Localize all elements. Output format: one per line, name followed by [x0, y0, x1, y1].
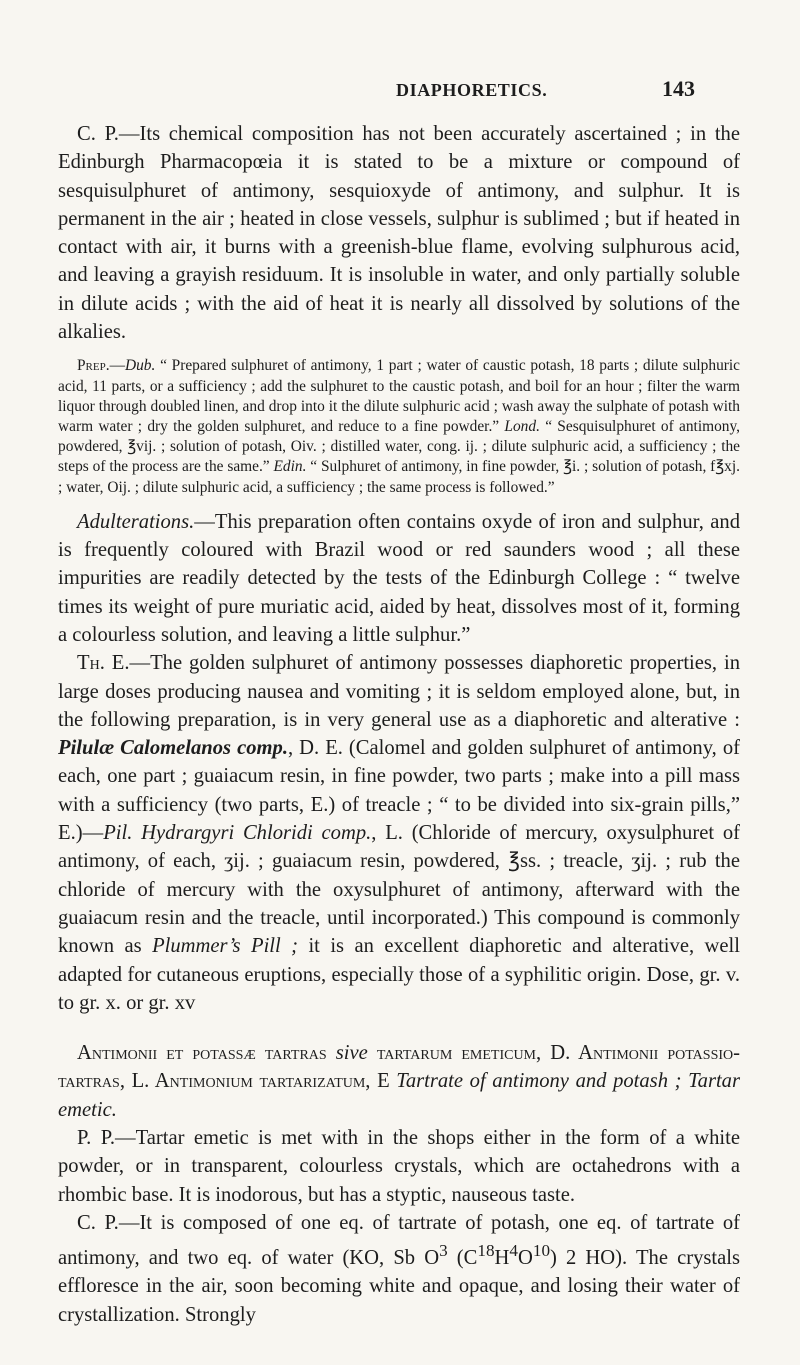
adulterations-paragraph — [58, 508, 740, 649]
section-subtitle: Tartrate of antimony and potash ; Tartar emetic. — [58, 1070, 740, 1121]
cp-text: —Its chemical composition has not been accurately ascertained ; in the Edinburgh Pharmacopœia it is stated to be a mixture or compound of sesquisulphuret of antimony, sesquioxyde of antimony, and sulphur. It is permanent in the air ; heated in close vessels, sulphur is sublimed ; but if heated in contact with air, it burns with a greenish-blue flame, evolving sulphurous acid, and leaving a grayish residuum. It is insoluble in water, and only partially soluble in dilute acids ; with the aid of heat it is nearly all dissolved by solutions of the alkalies. — [58, 123, 740, 344]
cp2-text-3: H — [494, 1247, 510, 1270]
adulterations-label: Adulterations. — [77, 510, 195, 533]
th-text-1: —The golden sulphuret of antimony possesses diaphoretic properties, in large doses producing nausea and vomiting ; it is seldom employed alone, but, in the following preparation, is in very general use as a diaphoretic and alterative : — [58, 652, 740, 731]
cp2-text-1: —It is composed of one eq. of tartrate of potash, one eq. of tartrate of antimony, and two eq. of water (KO, Sb O — [58, 1211, 741, 1270]
cp2-paragraph — [58, 1209, 740, 1329]
prep-paragraph — [58, 356, 740, 497]
th-pil: Pil. Hydrargyri Chloridi comp. — [103, 822, 372, 845]
th-text-3: , L. (Chloride of mercury, oxysulphuret of antimony, of each, ʒij. ; guaiacum resin, powdered, ℥ss. ; treacle, ʒij. ; rub the chloride of mercury with the oxysulphuret of antimony, afterward with the guaiacum resin and the treacle, until incorporated.) This compound is commonly known as — [58, 822, 740, 958]
th-pilulae: Pilulæ Calomelanos comp. — [58, 737, 288, 760]
cp2-text-2: (C — [447, 1247, 478, 1270]
page-header — [58, 0, 740, 120]
cp2-sup-3: 4 — [509, 1241, 518, 1261]
section-title — [58, 1039, 740, 1124]
therapeutics-paragraph — [58, 649, 740, 1017]
page-number: 143 — [662, 76, 695, 101]
th-text-4: it is an excellent diaphoretic and alterative, well adapted for cutaneous eruptions, especially those of a syphilitic origin. Dose, gr. v. to gr. x. or gr. xv — [58, 935, 740, 1014]
pp-text: —Tartar emetic is met with in the shops either in the form of a white powder, or in transparent, colourless crystals, which are octahedrons with a rhombic base. It is inodorous, but has a styptic, nauseous taste. — [58, 1127, 740, 1206]
prep-dub-text: “ Prepared sulphuret of antimony, 1 part ; water of caustic potash, 18 parts ; dilute sulphuric acid, 11 parts, or a sufficiency ; add the sulphuret to the caustic potash, and boil for an hour ; filter the warm liquor through doubled linen, and drop into it the dilute sulphuric acid ; wash away the sulphate of potash with warm water ; dry the golden sulphuret, and reduce to a fine powder.” — [58, 357, 740, 435]
prep-lond-text: “ Sesquisulphuret of antimony, powdered, ℥vij. ; solution of potash, Oiv. ; distilled water, cong. ij. ; dilute sulphuric acid, a sufficiency ; the steps of the process are the same.” — [58, 417, 741, 476]
prep-dash: — — [109, 357, 125, 375]
cp2-sup-4: 10 — [532, 1241, 551, 1261]
th-text-2: , D. E. (Calomel and golden sulphuret of antimony, of each, one part ; guaiacum resin, in fine powder, two parts ; make into a pill mass with a sufficiency (two parts, E.) of treacle ; “ to be divided into six-grain pills,” E.)— — [58, 737, 740, 845]
pp-label: P. P. — [77, 1127, 116, 1150]
prep-lond: Lond. — [504, 417, 540, 435]
prep-edin: Edin. — [273, 458, 307, 476]
th-plummer: Plummer’s Pill ; — [152, 935, 299, 958]
cp2-sup-1: 3 — [439, 1241, 448, 1261]
prep-edin-text: “ Sulphuret of antimony, in fine powder, ℥i. ; solution of potash, f℥xj. ; water, Oij. ; dilute sulphuric acid, a sufficiency ; the same process is followed.” — [58, 458, 740, 496]
running-head: DIAPHORETICS. — [396, 80, 548, 100]
cp2-sup-2: 18 — [477, 1241, 495, 1261]
title-part-1: Antimonii et potassæ tartras — [77, 1042, 336, 1065]
th-label: Th. E. — [77, 652, 130, 675]
prep-dub: Dub. — [124, 357, 156, 375]
title-sive: sive — [335, 1042, 368, 1065]
adulterations-text: —This preparation often contains oxyde of iron and sulphur, and is frequently coloured with Brazil wood or red saunders wood ; all these impurities are readily detected by the tests of the Edinburgh College : “ twelve times its weight of pure muriatic acid, aided by heat, dissolves most of it, forming a colourless solution, and leaving a little sulphur.” — [58, 510, 740, 646]
pp-paragraph — [58, 1124, 740, 1209]
cp2-label: C. P. — [77, 1211, 119, 1234]
prep-label: Prep. — [77, 357, 110, 375]
cp2-text-5: ) 2 HO). The crystals effloresce in the air, soon becoming white and opaque, and losing their water of crystallization. Strongly — [58, 1247, 740, 1326]
cp2-text-4: O — [518, 1247, 533, 1270]
cp-paragraph — [58, 120, 740, 346]
title-part-2: tartarum emeticum, D. Antimonii potassio-tartras, L. Antimonium tartarizatum, E — [58, 1042, 740, 1093]
cp-label: C. P. — [77, 123, 119, 145]
